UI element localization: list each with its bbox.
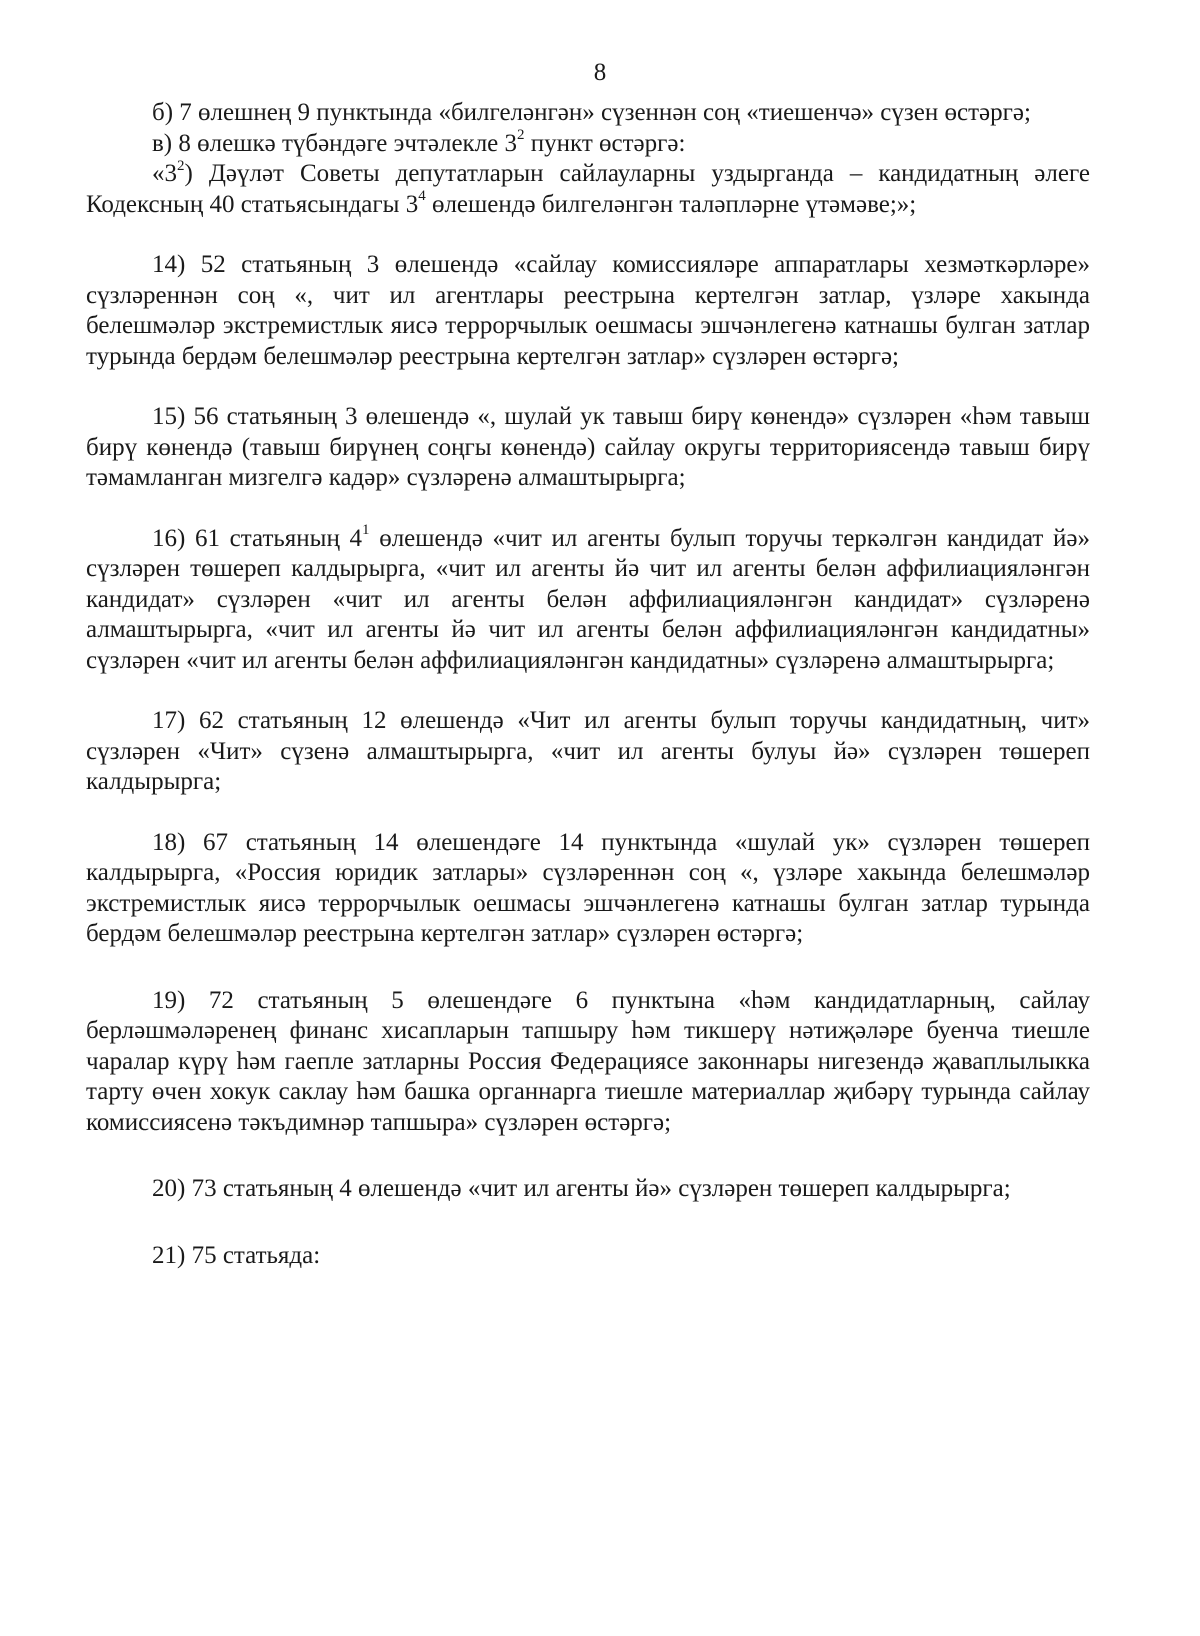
text-segment: ) Дәүләт Советы депутатларын сайлауларны уздырганда – кандидатның әлеге Кодексның 40 статьясындагы 3 — [86, 160, 1090, 218]
paragraph — [86, 159, 1090, 220]
superscript: 2 — [517, 127, 525, 144]
superscript: 4 — [418, 188, 426, 205]
text-segment: 15) 56 статьяның 3 өлешендә «, шулай ук тавыш бирү көнендә» сүзләрен «һәм тавыш бирү көнендә (тавыш бирүнең соңгы көнендә) сайлау округы территориясендә тавыш бирү тәмамланган мизгелгә кадәр» сүзләренә алмаштырырга; — [86, 403, 1090, 491]
text-segment: 14) 52 статьяның 3 өлешендә «сайлау комиссияләре аппаратлары хезмәткәрләре» сүзләреннән соң «, чит ил агентлары реестрына кертелгән затлар, үзләре хакында белешмәләр экстремистлык яисә террорчылык оешмасы эшчәнлегенә катнашы булган затлар турында бердәм белешмәләр реестрына кертелгән затлар» сүзләрен өстәргә; — [86, 251, 1090, 370]
text-segment: өлешендә билгеләнгән таләпләрне үтәмәве;»; — [425, 190, 917, 218]
text-segment: 17) 62 статьяның 12 өлешендә «Чит ил агенты булып торучы кандидатның, чит» сүзләрен «Чит» сүзенә алмаштырырга, «чит ил агенты булуы йә» сүзләрен төшереп калдырырга; — [86, 707, 1090, 795]
text-segment: 20) 73 статьяның 4 өлешендә «чит ил агенты йә» сүзләрен төшереп калдырырга; — [152, 1175, 1011, 1202]
text-segment: 16) 61 статьяның 4 — [152, 524, 363, 552]
text-segment: в) 8 өлешкә түбәндәге эчтәлекле 3 — [152, 129, 518, 157]
paragraph — [86, 706, 1090, 798]
superscript: 1 — [362, 522, 370, 539]
paragraph — [86, 828, 1090, 950]
text-segment: «3 — [152, 160, 177, 187]
page-number: 8 — [593, 59, 607, 86]
paragraph — [86, 402, 1090, 494]
document-body — [86, 98, 1090, 1271]
paragraph — [86, 98, 1090, 129]
text-segment: 19) 72 статьяның 5 өлешендәге 6 пунктына «һәм кандидатларның, сайлау берләшмәләренең финанс хисапларын тапшыру һәм тикшерү нәтиҗәләре буенча тиешле чаралар күрү һәм гаепле затларны Россия Федерациясе законнары нигезендә җаваплылыкка тарту өчен хокук саклау һәм башка органнарга тиешле материаллар җибәрү турында сайлау комиссиясенә тәкъдимнәр тапшыра» сүзләрен өстәргә; — [86, 986, 1090, 1136]
text-segment: б) 7 өлешнең 9 пунктында «билгеләнгән» сүзеннән соң «тиешенчә» сүзен өстәргә; — [152, 99, 1031, 126]
paragraph — [86, 986, 1090, 1139]
paragraph — [86, 524, 1090, 677]
superscript: 2 — [177, 157, 185, 174]
text-segment: өлешендә «чит ил агенты булып торучы теркәлгән кандидат йә» сүзләрен төшереп калдырырга, «чит ил агенты йә чит ил агенты белән аффилиацияләнгән кандидат» сүзләрен «чит ил агенты белән аффилиацияләнгән кандидат» сүзләренә алмаштырырга, «чит ил агенты йә чит ил агенты белән аффилиацияләнгән кандидатны» сүзләрен «чит ил агенты белән аффилиацияләнгән кандидатны» сүзләренә алмаштырырга; — [86, 524, 1090, 674]
text-segment: пункт өстәргә: — [524, 129, 686, 157]
text-segment: 18) 67 статьяның 14 өлешендәге 14 пунктында «шулай ук» сүзләрен төшереп калдырырга, «Россия юридик затлары» сүзләреннән соң «, үзләре хакында белешмәләр экстремистлык яисә террорчылык оешмасы эшчәнлегенә катнашы булган затлар турында бердәм белешмәләр реестрына кертелгән затлар» сүзләрен өстәргә; — [86, 828, 1090, 947]
paragraph — [86, 1174, 1090, 1205]
text-segment: 21) 75 статьяда: — [152, 1241, 321, 1269]
paragraph — [86, 129, 1090, 160]
paragraph — [86, 1241, 1090, 1272]
paragraph — [86, 250, 1090, 372]
